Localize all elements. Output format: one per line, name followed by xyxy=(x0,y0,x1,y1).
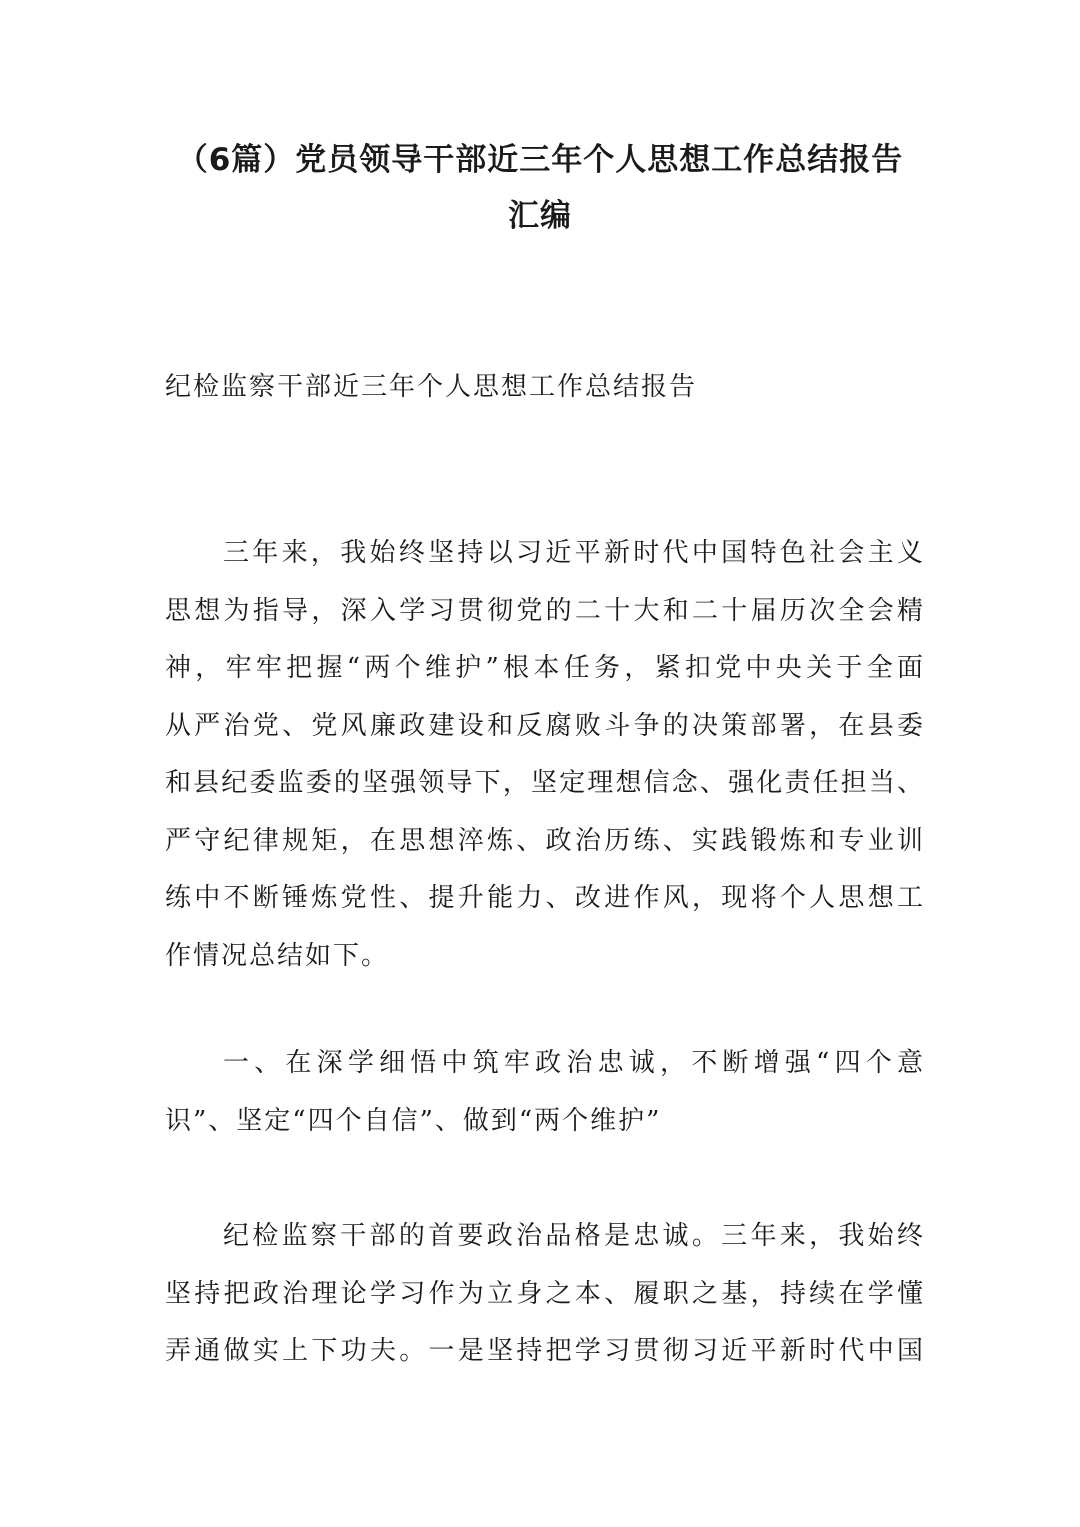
text-line: 一、在深学细悟中筑牢政治忠诚，不断增强“四个意 xyxy=(223,1048,925,1078)
intro-paragraph xyxy=(165,525,925,985)
text-line: 作情况总结如下。 xyxy=(165,940,390,971)
body-paragraph xyxy=(165,1208,925,1381)
text-line: 三年来，我始终坚持以习近平新时代中国特色社会主义 xyxy=(223,538,925,568)
text-line: 练中不断锤炼党性、提升能力、改进作风，现将个人思想工 xyxy=(165,883,925,913)
text-line: 弄通做实上下功夫。一是坚持把学习贯彻习近平新时代中国 xyxy=(165,1336,925,1366)
text-line: 坚持把政治理论学习作为立身之本、履职之基，持续在学懂 xyxy=(165,1278,925,1309)
text-line: 思想为指导，深入学习贯彻党的二十大和二十届历次全会精 xyxy=(165,595,925,626)
text-line: 从严治党、党风廉政建设和反腐败斗争的决策部署，在县委 xyxy=(165,710,925,741)
text-line: 识”、坚定“四个自信”、做到“两个维护” xyxy=(165,1105,662,1136)
title-line: （6篇）党员领导干部近三年个人思想工作总结报告 xyxy=(176,142,904,178)
text-line: 神，牢牢把握“两个维护”根本任务，紧扣党中央关于全面 xyxy=(165,653,925,683)
section-subtitle: 纪检监察干部近三年个人思想工作总结报告 xyxy=(165,372,698,402)
title-line: 汇编 xyxy=(508,198,572,234)
text-line: 纪检监察干部的首要政治品格是忠诚。三年来，我始终 xyxy=(223,1221,925,1251)
text-line: 严守纪律规矩，在思想淬炼、政治历练、实践锻炼和专业训 xyxy=(165,825,925,856)
section-heading xyxy=(165,1035,925,1150)
text-line: 和县纪委监委的坚强领导下，坚定理想信念、强化责任担当、 xyxy=(165,768,925,798)
document-title xyxy=(120,132,960,244)
